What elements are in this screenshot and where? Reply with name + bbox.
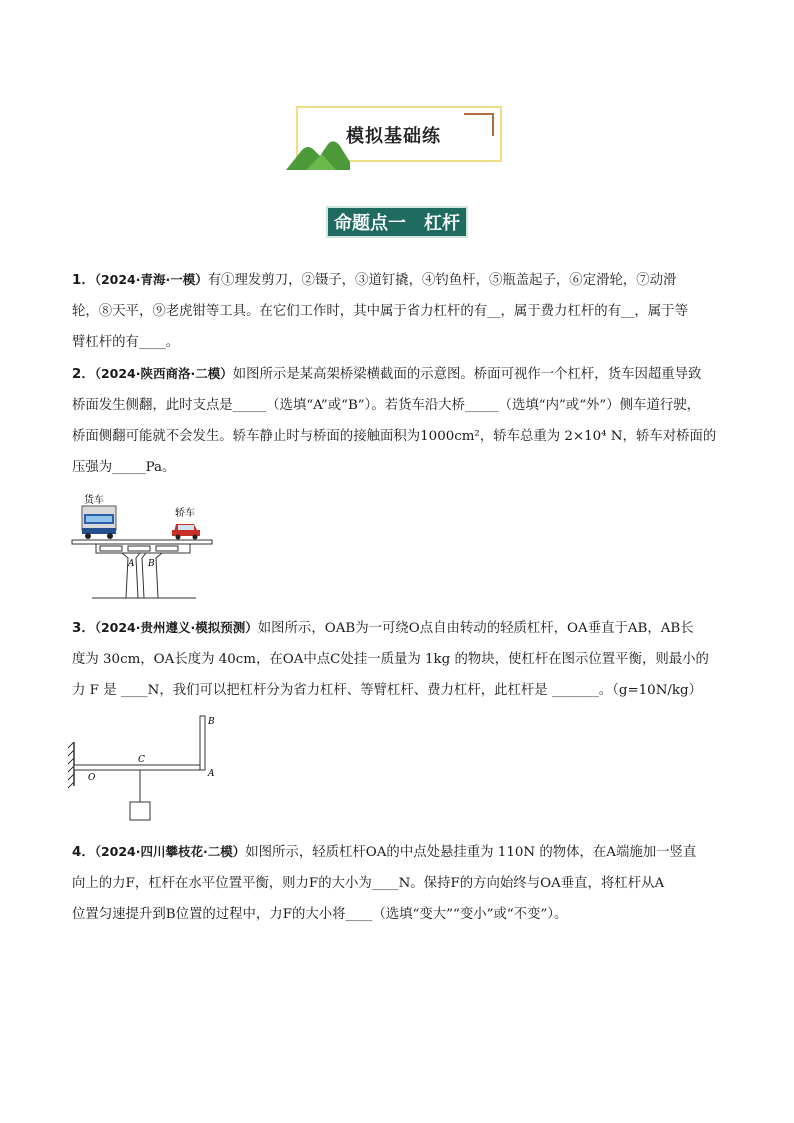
truck-icon [82, 506, 116, 539]
lever-figure [68, 712, 228, 828]
section-topic: 杠杆 [424, 213, 460, 234]
bridge-figure [70, 492, 220, 602]
point-o-label: O [88, 773, 96, 783]
question-1-line-3: 臂杠杆的有____。 [72, 335, 180, 350]
question-source: （2024·青海·一模） [94, 272, 208, 287]
question-text: 有①理发剪刀，②镊子，③道钉撬，④钓鱼杆，⑤瓶盖起子，⑥定滑轮，⑦动滑 [207, 273, 677, 288]
question-1-line-2: 轮，⑧天平，⑨老虎钳等工具。在它们工作时，其中属于省力杠杆的有__，属于费力杠杆的有__，属于等 [72, 304, 688, 319]
question-1-line-1 [72, 264, 724, 296]
question-3 [72, 612, 724, 706]
point-c-label: C [138, 755, 145, 765]
question-2-line-3: 桥面侧翻可能就不会发生。轿车静止时与桥面的接触面积为1000cm²，轿车总重为 2×10⁴ N，轿车对桥面的 [72, 429, 717, 444]
question-number: 3． [72, 621, 95, 636]
question-4 [72, 836, 724, 930]
question-2-line-4: 压强为_____Pa。 [72, 460, 176, 475]
question-text: 如图所示，轻质杠杆OA的中点处悬挂重为 110N 的物体，在A端施加一竖直 [245, 845, 697, 860]
question-3-line-2: 度为 30cm，OA长度为 40cm，在OA中点C处挂一质量为 1kg 的物块，使杠杆在图示位置平衡，则最小的 [72, 652, 709, 667]
pillar-b-label: B [148, 559, 155, 569]
point-a-label: A [208, 769, 215, 779]
question-source: （2024·陕西商洛·二模） [94, 366, 233, 381]
question-4-line-1 [72, 836, 724, 868]
question-4-line-3: 位置匀速提升到B位置的过程中，力F的大小将____（选填“变大”“变小”或“不变”）。 [72, 907, 568, 922]
question-text: 如图所示，OAB为一可绕O点自由转动的轻质杠杆，OA垂直于AB，AB长 [257, 621, 694, 636]
question-number: 2． [72, 367, 95, 382]
question-4-line-2: 向上的力F，杠杆在水平位置平衡，则力F的大小为____N。保持F的方向始终与OA垂直，将杠杆从A [72, 876, 665, 891]
question-source: （2024·四川攀枝花·二模） [94, 844, 246, 859]
car-label: 轿车 [175, 508, 195, 519]
truck-label: 货车 [84, 495, 104, 506]
question-number: 1． [72, 273, 95, 288]
section-label: 命题点一 [334, 213, 406, 234]
question-2-line-1 [72, 358, 724, 390]
question-2-line-2: 桥面发生侧翻，此时支点是_____（选填“A”或“B”）。若货车沿大桥_____（选填“内”或“外”）侧车道行驶， [72, 398, 701, 413]
car-icon [172, 524, 200, 540]
point-b-label: B [208, 717, 215, 727]
section-header [326, 206, 468, 238]
pillar-a-label: A [128, 559, 135, 569]
question-number: 4． [72, 845, 95, 860]
question-text: 如图所示是某高架桥梁横截面的示意图。桥面可视作一个杠杆，货车因超重导致 [232, 367, 702, 382]
question-3-line-1 [72, 612, 724, 644]
question-1 [72, 264, 724, 358]
question-2 [72, 358, 724, 483]
banner-title: 模拟基础练 [346, 126, 441, 147]
question-3-line-3: 力 F 是 ____N，我们可以把杠杆分为省力杠杆、等臂杠杆、费力杠杆，此杠杆是 _______。（g=10N/kg） [72, 683, 703, 698]
question-source: （2024·贵州遵义·模拟预测） [94, 620, 258, 635]
